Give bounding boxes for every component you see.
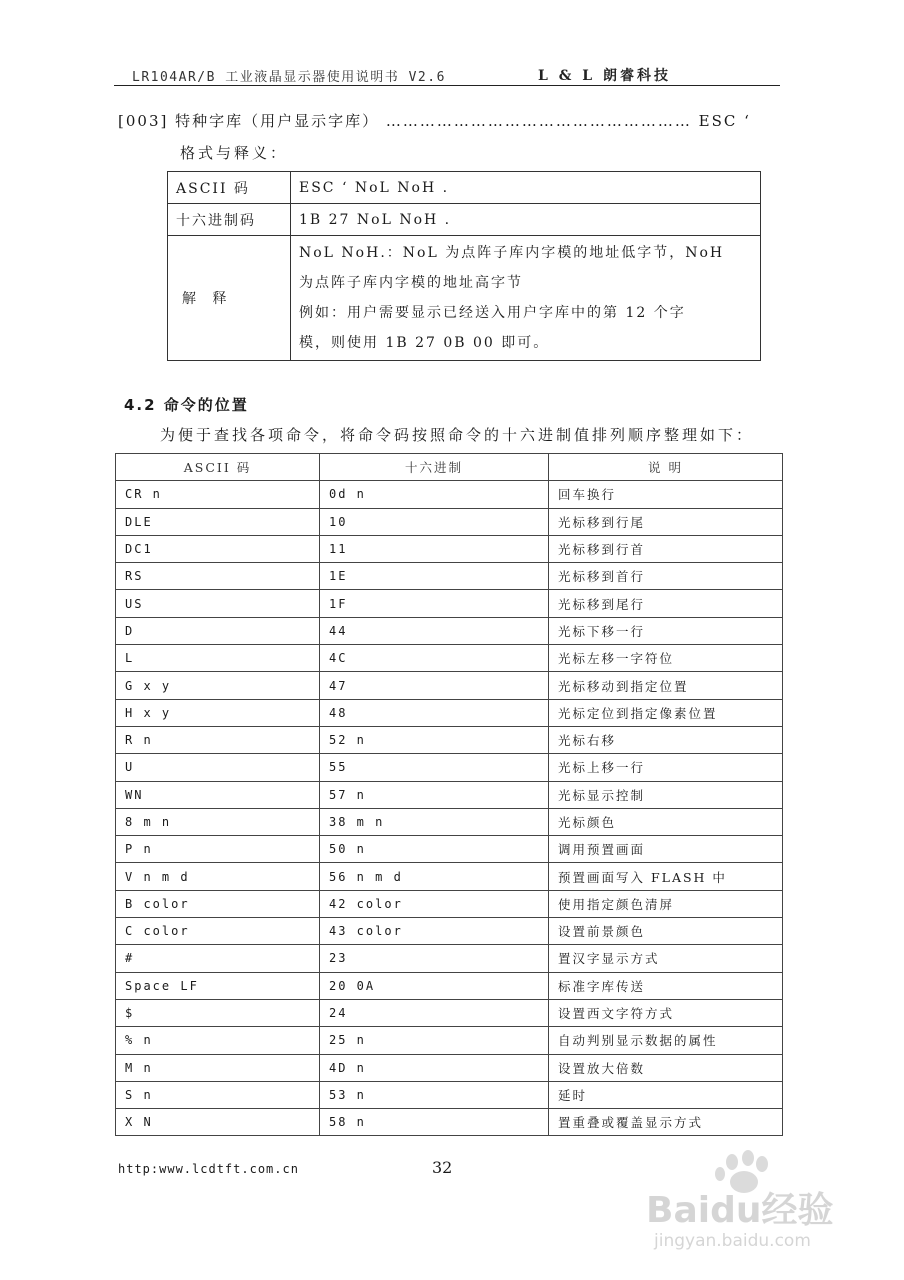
format-table	[167, 171, 761, 361]
table-row	[116, 508, 783, 535]
section-4-2-intro: 为便于查找各项命令，将命令码按照命令的十六进制值排列顺序整理如下：	[160, 426, 755, 444]
table-row	[116, 999, 783, 1026]
cell-hex: 1F	[320, 590, 549, 617]
table-row	[116, 1027, 783, 1054]
cell-ascii: Space LF	[116, 972, 320, 999]
cell-desc: 预置画面写入 FLASH 中	[549, 863, 783, 890]
cell-hex: 50 n	[320, 836, 549, 863]
col-header-ascii: ASCII 码	[116, 454, 320, 481]
explain-text	[291, 236, 761, 361]
cell-desc: 自动判别显示数据的属性	[549, 1027, 783, 1054]
cell-hex: 0d n	[320, 481, 549, 508]
cell-hex: 11	[320, 535, 549, 562]
table-row	[116, 699, 783, 726]
table-row	[116, 836, 783, 863]
cell-desc: 光标移到尾行	[549, 590, 783, 617]
table-header-row	[116, 454, 783, 481]
cell-desc: 标准字库传送	[549, 972, 783, 999]
header-rule	[114, 85, 780, 86]
cell-desc: 使用指定颜色清屏	[549, 890, 783, 917]
explain-label: 解 释	[168, 236, 291, 361]
cell-ascii: M n	[116, 1054, 320, 1081]
table-row	[116, 726, 783, 753]
cell-ascii: % n	[116, 1027, 320, 1054]
table-row	[116, 754, 783, 781]
table-row	[116, 645, 783, 672]
cell-desc: 光标下移一行	[549, 617, 783, 644]
cell-ascii: $	[116, 999, 320, 1026]
table-row	[116, 672, 783, 699]
cell-desc: 调用预置画面	[549, 836, 783, 863]
table-row	[168, 236, 761, 361]
page-number: 32	[432, 1158, 453, 1177]
cell-desc: 光标颜色	[549, 808, 783, 835]
cell-ascii: WN	[116, 781, 320, 808]
explain-line: NoL NoH.：NoL 为点阵子库内字模的地址低字节，NoH	[299, 245, 725, 261]
cell-hex: 57 n	[320, 781, 549, 808]
cell-ascii: D	[116, 617, 320, 644]
table-row	[116, 1054, 783, 1081]
cell-desc: 光标左移一字符位	[549, 645, 783, 672]
cell-desc: 置汉字显示方式	[549, 945, 783, 972]
cell-hex: 55	[320, 754, 549, 781]
format-label: 格式与释义：	[180, 144, 289, 162]
cell-desc: 光标移到行首	[549, 535, 783, 562]
cell-desc: 设置放大倍数	[549, 1054, 783, 1081]
table-row	[116, 972, 783, 999]
header-doc-title: LR104AR/B 工业液晶显示器使用说明书 V2.6	[132, 70, 446, 85]
table-row	[116, 1109, 783, 1136]
table-row	[168, 204, 761, 236]
table-row	[116, 617, 783, 644]
cell-ascii: C color	[116, 918, 320, 945]
row-value: 1B 27 NoL NoH .	[291, 204, 761, 236]
cell-desc: 光标移到首行	[549, 563, 783, 590]
command-table-body	[116, 481, 783, 1136]
cell-hex: 24	[320, 999, 549, 1026]
cell-ascii: RS	[116, 563, 320, 590]
cell-hex: 4D n	[320, 1054, 549, 1081]
cell-ascii: P n	[116, 836, 320, 863]
table-row	[116, 890, 783, 917]
cell-hex: 52 n	[320, 726, 549, 753]
cell-desc: 光标定位到指定像素位置	[549, 699, 783, 726]
table-row	[116, 1081, 783, 1108]
cell-desc: 光标显示控制	[549, 781, 783, 808]
explain-line: 为点阵子库内字模的地址高字节	[299, 275, 523, 291]
cell-ascii: S n	[116, 1081, 320, 1108]
cell-hex: 25 n	[320, 1027, 549, 1054]
command-table	[115, 453, 783, 1136]
table-row	[116, 590, 783, 617]
explain-line: 例如：用户需要显示已经送入用户字库中的第 12 个字	[299, 305, 686, 321]
col-header-hex: 十六进制	[320, 454, 549, 481]
cell-desc: 光标移动到指定位置	[549, 672, 783, 699]
cell-hex: 10	[320, 508, 549, 535]
cell-ascii: U	[116, 754, 320, 781]
cell-desc: 光标右移	[549, 726, 783, 753]
table-row	[116, 481, 783, 508]
cell-desc: 回车换行	[549, 481, 783, 508]
cell-hex: 47	[320, 672, 549, 699]
watermark-site: jingyan.baidu.com	[654, 1231, 811, 1250]
cell-hex: 56 n m d	[320, 863, 549, 890]
cell-desc: 设置西文字符方式	[549, 999, 783, 1026]
cell-hex: 58 n	[320, 1109, 549, 1136]
table-row	[168, 172, 761, 204]
row-label: 十六进制码	[168, 204, 291, 236]
row-value: ESC ‘ NoL NoH .	[291, 172, 761, 204]
cell-ascii: CR n	[116, 481, 320, 508]
cell-desc: 设置前景颜色	[549, 918, 783, 945]
cell-ascii: 8 m n	[116, 808, 320, 835]
cell-ascii: G x y	[116, 672, 320, 699]
table-row	[116, 563, 783, 590]
watermark-brand: Baidu经验	[646, 1190, 834, 1231]
table-row	[116, 863, 783, 890]
cell-desc: 置重叠或覆盖显示方式	[549, 1109, 783, 1136]
cell-hex: 23	[320, 945, 549, 972]
cell-hex: 1E	[320, 563, 549, 590]
footer-url: http:www.lcdtft.com.cn	[118, 1162, 299, 1176]
cell-ascii: B color	[116, 890, 320, 917]
cell-ascii: L	[116, 645, 320, 672]
cell-ascii: DC1	[116, 535, 320, 562]
table-row	[116, 945, 783, 972]
table-row	[116, 781, 783, 808]
cell-hex: 43 color	[320, 918, 549, 945]
table-row	[116, 808, 783, 835]
cell-ascii: H x y	[116, 699, 320, 726]
cell-hex: 53 n	[320, 1081, 549, 1108]
cell-hex: 4C	[320, 645, 549, 672]
paw-icon	[715, 1150, 768, 1193]
header-company: L & L 朗睿科技	[538, 68, 671, 84]
cell-ascii: X N	[116, 1109, 320, 1136]
cell-ascii: R n	[116, 726, 320, 753]
col-header-desc: 说 明	[549, 454, 783, 481]
explain-line: 模，则使用 1B 27 0B 00 即可。	[299, 335, 550, 351]
cell-desc: 光标上移一行	[549, 754, 783, 781]
cell-hex: 20 0A	[320, 972, 549, 999]
baidu-watermark	[640, 1150, 860, 1250]
table-row	[116, 918, 783, 945]
table-row	[116, 535, 783, 562]
section-003-title: [003] 特种字库（用户显示字库） ……………………………………………… ESC ‘	[118, 112, 751, 130]
cell-hex: 42 color	[320, 890, 549, 917]
cell-ascii: #	[116, 945, 320, 972]
cell-hex: 38 m n	[320, 808, 549, 835]
cell-ascii: V n m d	[116, 863, 320, 890]
section-4-2-heading: 4.2 命令的位置	[124, 396, 249, 414]
cell-ascii: DLE	[116, 508, 320, 535]
cell-hex: 44	[320, 617, 549, 644]
row-label: ASCII 码	[168, 172, 291, 204]
cell-hex: 48	[320, 699, 549, 726]
cell-desc: 延时	[549, 1081, 783, 1108]
cell-ascii: US	[116, 590, 320, 617]
cell-desc: 光标移到行尾	[549, 508, 783, 535]
